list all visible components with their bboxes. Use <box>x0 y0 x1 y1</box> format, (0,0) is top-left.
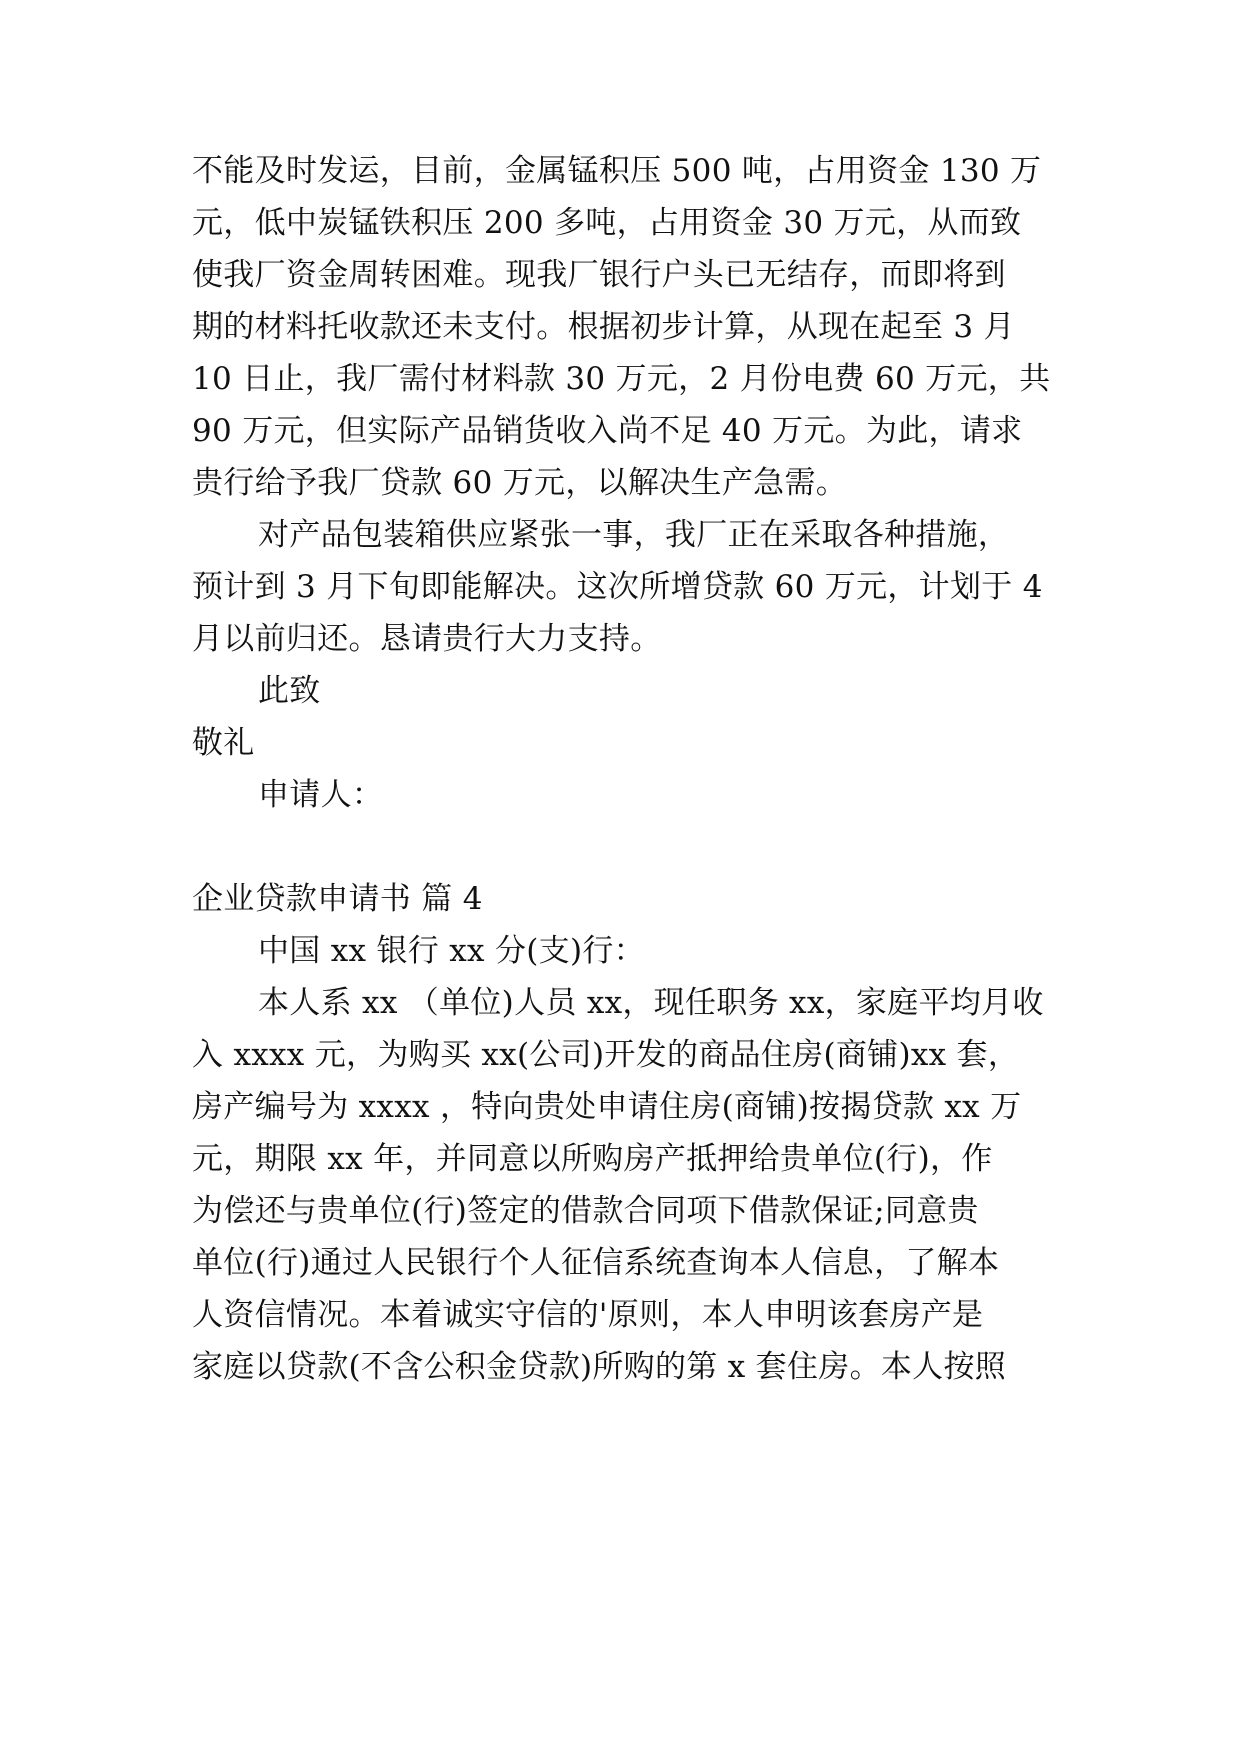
paragraph-2-line-3: 月以前归还。恳请贵行大力支持。 <box>192 621 662 657</box>
paragraph-1-line-3: 使我厂资金周转困难。现我厂银行户头已无结存，而即将到 <box>192 257 1006 293</box>
paragraph-1-line-7: 贵行给予我厂贷款 60 万元，以解决生产急需。 <box>192 465 848 501</box>
paragraph-3-line-8: 家庭以贷款(不含公积金贷款)所购的第 x 套住房。本人按照 <box>192 1349 1007 1385</box>
paragraph-3-line-5: 为偿还与贵单位(行)签定的借款合同项下借款保证;同意贵 <box>192 1193 979 1229</box>
closing-salutation: 此致 <box>258 673 321 709</box>
paragraph-3-line-2: 入 xxxx 元，为购买 xx(公司)开发的商品住房(商铺)xx 套， <box>192 1037 1020 1073</box>
paragraph-1-line-2: 元，低中炭锰铁积压 200 多吨，占用资金 30 万元，从而致 <box>192 205 1022 241</box>
paragraph-2-line-2: 预计到 3 月下旬即能解决。这次所增贷款 60 万元，计划于 4 <box>192 569 1043 605</box>
paragraph-3-line-1: 本人系 xx （单位)人员 xx，现任职务 xx，家庭平均月收 <box>258 985 1044 1021</box>
paragraph-3-line-7: 人资信情况。本着诚实守信的'原则，本人申明该套房产是 <box>192 1297 984 1333</box>
paragraph-2-line-1: 对产品包装箱供应紧张一事，我厂正在采取各种措施， <box>258 517 1010 553</box>
paragraph-1-line-4: 期的材料托收款还未支付。根据初步计算，从现在起至 3 月 <box>192 309 1015 345</box>
addressee: 中国 xx 银行 xx 分(支)行： <box>258 933 645 969</box>
paragraph-1-line-5: 10 日止，我厂需付材料款 30 万元，2 月份电费 60 万元，共 <box>192 361 1051 397</box>
paragraph-1-line-6: 90 万元，但实际产品销货收入尚不足 40 万元。为此，请求 <box>192 413 1023 449</box>
paragraph-3-line-4: 元，期限 xx 年，并同意以所购房产抵押给贵单位(行)，作 <box>192 1141 993 1177</box>
closing-regards: 敬礼 <box>192 725 255 761</box>
paragraph-3-line-3: 房产编号为 xxxx ，特向贵处申请住房(商铺)按揭贷款 xx 万 <box>192 1089 1022 1125</box>
paragraph-1-line-1: 不能及时发运，目前，金属锰积压 500 吨，占用资金 130 万 <box>192 153 1042 189</box>
paragraph-3-line-6: 单位(行)通过人民银行个人征信系统查询本人信息，了解本 <box>192 1245 1000 1281</box>
applicant-label: 申请人： <box>258 777 384 813</box>
section-heading: 企业贷款申请书 篇 4 <box>192 881 483 917</box>
